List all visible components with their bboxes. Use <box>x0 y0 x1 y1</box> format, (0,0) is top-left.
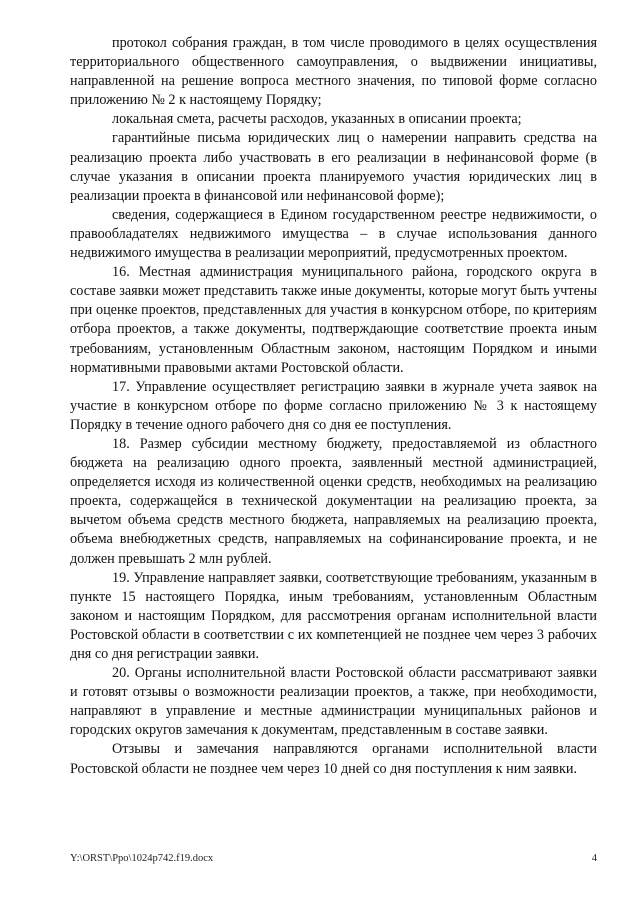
paragraph-item-16: 16. Местная администрация муниципального района, городского округа в составе заявки может представить также иные документы, которые могут быть учтены при оценке проектов, представленных для участия в конкурсном отборе, по критериям отбора проектов, а также документы, подтверждающие соответствие проекта иным требованиям, установленным Областным законом, настоящим Порядком и иными нормативными правовыми актами Ростовской области. <box>70 264 597 376</box>
paragraph-guarantee-letters: гарантийные письма юридических лиц о намерении направить средства на реализацию проекта либо участвовать в его реализации в нефинансовой форме (в случае указания в описании проекта планируемого участия юридических лиц в реализации проекта в финансовой или нефинансовой форме); <box>70 130 597 204</box>
paragraph-protocol: протокол собрания граждан, в том числе проводимого в целях осуществления территориального общественного самоуправления, о выдвижении инициативы, направленной на решение вопроса местного значения, по типовой форме согласно приложению № 2 к настоящему Порядку; <box>70 35 597 109</box>
page-number: 4 <box>591 853 597 864</box>
paragraph-item-19: 19. Управление направляет заявки, соответствующие требованиям, указанным в пункте 15 настоящего Порядка, иным требованиям, установленным Областным законом и настоящим Порядком, для рассмотрения органам исполнительной власти Ростовской области в соответствии с их компетенцией не позднее чем через 3 рабочих дня со дня регистрации заявки. <box>70 569 597 662</box>
paragraph-item-17: 17. Управление осуществляет регистрацию заявки в журнале учета заявок на участие в конкурсном отборе по форме согласно приложению № 3 к настоящему Порядку в течение одного рабочего дня со дня ее поступления. <box>70 378 597 433</box>
document-body <box>70 34 597 779</box>
paragraph-reviews: Отзывы и замечания направляются органами исполнительной власти Ростовской области не позднее чем через 10 дней со дня поступления к ним заявки. <box>70 741 597 777</box>
paragraph-item-18: 18. Размер субсидии местному бюджету, предоставляемой из областного бюджета на реализацию одного проекта, заявленный местной администрацией, определяется исходя из количественной оценки средств, необходимых на реализацию проекта, содержащейся в технической документации на реализацию проекта, за вычетом объема средств местного бюджета, направляемых на реализацию проекта, объема внебюджетных средств, направляемых на софинансирование проекта, и не должен превышать 2 млн рублей. <box>70 435 597 567</box>
footer-file-path: Y:\ORST\Ppo\1024p742.f19.docx <box>70 853 214 864</box>
paragraph-local-estimate: локальная смета, расчеты расходов, указанных в описании проекта; <box>112 111 522 128</box>
paragraph-real-estate-registry: сведения, содержащиеся в Едином государственном реестре недвижимости, о правообладателях недвижимого имущества – в случае использования данного недвижимого имущества в реализации мероприятий, предусмотренных проектом. <box>70 206 597 262</box>
paragraph-item-20: 20. Органы исполнительной власти Ростовской области рассматривают заявки и готовят отзывы о возможности реализации проектов, а также, при необходимости, направляют в управление и местные администрации муниципальных районов и городских округов замечания к документам, представленным в составе заявки. <box>70 665 597 739</box>
